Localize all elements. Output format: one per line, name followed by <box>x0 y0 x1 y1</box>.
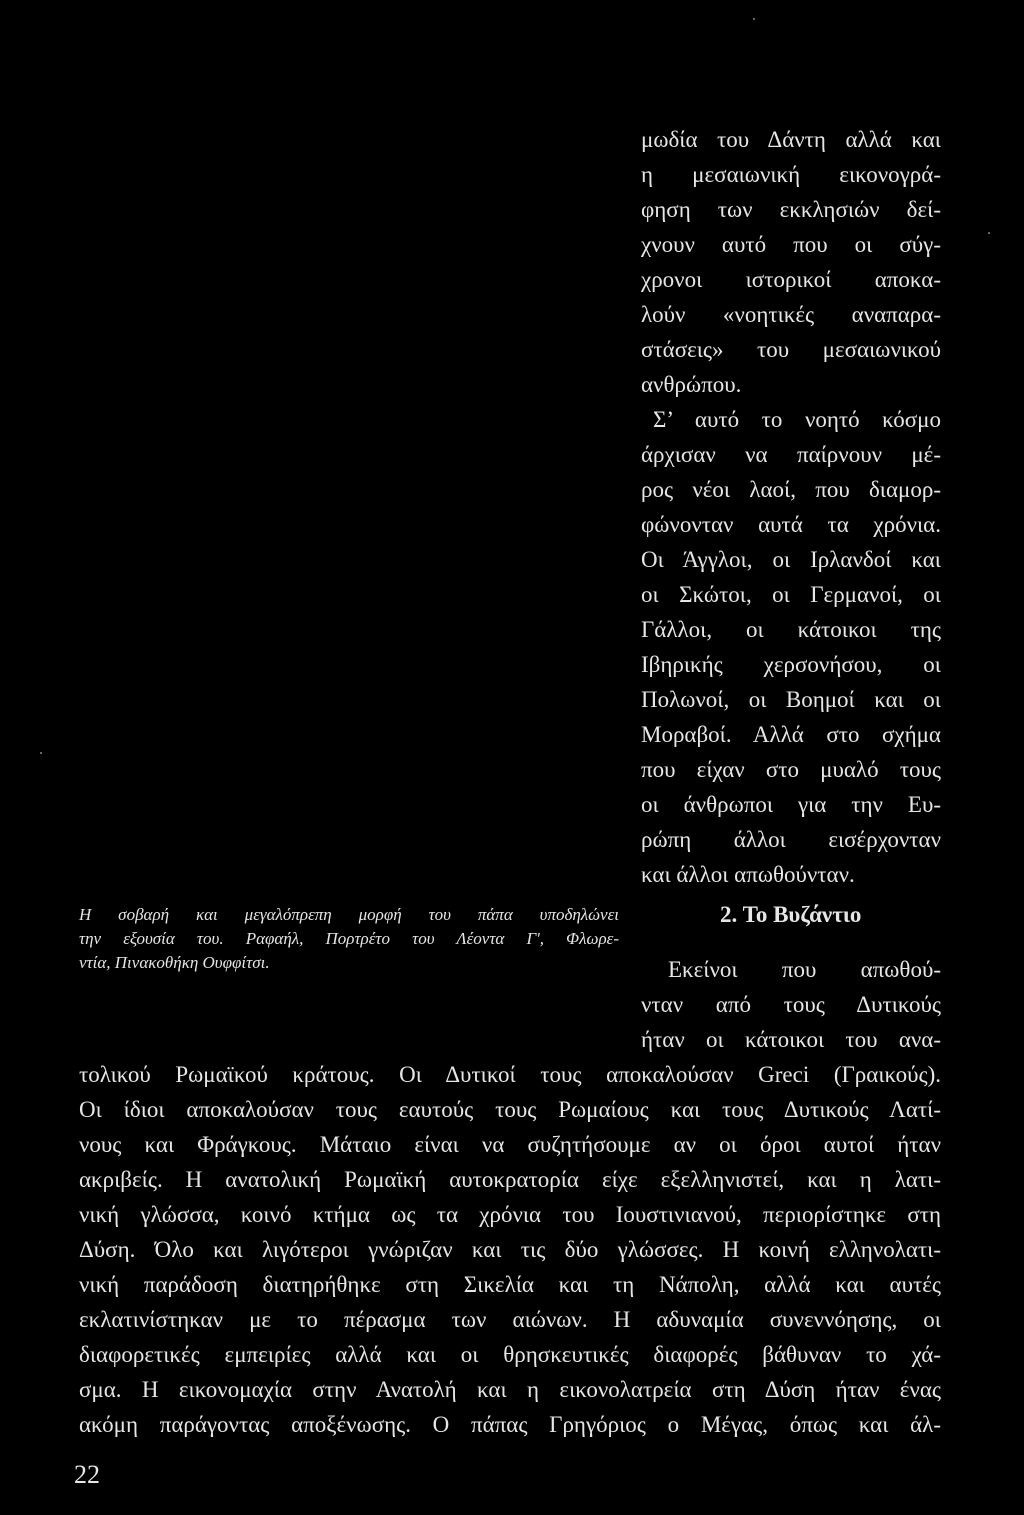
scan-speck <box>40 752 42 754</box>
scan-speck <box>988 232 990 234</box>
column-line: ρος νέοι λαοί, που διαμορ- <box>641 477 941 502</box>
column-line: η μεσαιωνική εικονογρά- <box>641 162 941 187</box>
body-line: σμα. Η εικονομαχία στην Ανατολή και η εικονολατρεία στη Δύση ήταν ένας <box>79 1377 941 1402</box>
body-line: νική γλώσσα, κοινό κτήμα ως τα χρόνια του Ιουστινιανού, περιορίστηκε στη <box>79 1202 941 1227</box>
body-line: εκλατινίστηκαν με το πέρασμα των αιώνων. Η αδυναμία συνεννόησης, οι <box>79 1307 941 1332</box>
column-line: χρονοι ιστορικοί αποκα- <box>641 267 941 292</box>
column-line: και άλλοι απωθούνταν. <box>641 862 855 887</box>
body-line: νική παράδοση διατηρήθηκε στη Σικελία και τη Νάπολη, αλλά και αυτές <box>79 1272 941 1297</box>
column-line: λούν «νοητικές αναπαρα- <box>641 302 941 327</box>
body-line: νους και Φράγκους. Μάταιο είναι να συζητήσουμε αν οι όροι αυτοί ήταν <box>79 1132 941 1157</box>
caption-line: ντία, Πινακοθήκη Ουφφίτσι. <box>79 953 270 972</box>
body-line: ακόμη παράγοντας αποξένωσης. Ο πάπας Γρηγόριος ο Μέγας, όπως και άλ- <box>79 1412 941 1437</box>
column-line: ήταν οι κάτοικοι του ανα- <box>641 1027 941 1052</box>
column-line: Οι Άγγλοι, οι Ιρλανδοί και <box>641 547 941 572</box>
column-line: Μοραβοί. Αλλά στο σχήμα <box>641 722 941 747</box>
section-heading: 2. Το Βυζάντιο <box>720 902 862 927</box>
column-line: νταν από τους Δυτικούς <box>641 992 941 1017</box>
caption-line: την εξουσία του. Ραφαήλ, Πορτρέτο του Λέοντα Γ', Φλωρε- <box>79 929 619 948</box>
column-line: χνουν αυτό που οι σύγ- <box>641 232 941 257</box>
body-line: Δύση. Όλο και λιγότεροι γνώριζαν και τις δύο γλώσσες. Η κοινή ελληνολατι- <box>79 1237 941 1262</box>
column-line: Γάλλοι, οι κάτοικοι της <box>641 617 941 642</box>
column-line: οι Σκώτοι, οι Γερμανοί, οι <box>641 582 941 607</box>
body-line: διαφορετικές εμπειρίες αλλά και οι θρησκευτικές διαφορές βάθυναν το χά- <box>79 1342 941 1367</box>
column-line: ανθρώπου. <box>641 372 742 397</box>
column-line: που είχαν στο μυαλό τους <box>641 757 941 782</box>
column-line: Πολωνοί, οι Βοημοί και οι <box>641 687 941 712</box>
body-line: ακριβείς. Η ανατολική Ρωμαϊκή αυτοκρατορία είχε εξελληνιστεί, και η λατι- <box>79 1167 941 1192</box>
column-line: φηση των εκκλησιών δεί- <box>641 197 941 222</box>
body-line: τολικού Ρωμαϊκού κράτους. Οι Δυτικοί τους αποκαλούσαν Greci (Γραικούς). <box>79 1062 941 1087</box>
column-line: οι άνθρωποι για την Ευ- <box>641 792 941 817</box>
column-line: ρώπη άλλοι εισέρχονταν <box>641 827 941 852</box>
column-line: Εκείνοι που απωθού- <box>668 957 941 982</box>
page-number: 22 <box>74 1460 100 1489</box>
column-line: φώνονταν αυτά τα χρόνια. <box>641 512 941 537</box>
scan-speck <box>753 18 755 20</box>
column-line: Σ’ αυτό το νοητό κόσμο <box>653 407 941 432</box>
body-line: Οι ίδιοι αποκαλούσαν τους εαυτούς τους Ρωμαίους και τους Δυτικούς Λατί- <box>79 1097 941 1122</box>
column-line: στάσεις» του μεσαιωνικού <box>641 337 941 362</box>
caption-line: Η σοβαρή και μεγαλόπρεπη μορφή του πάπα υποδηλώνει <box>79 905 619 924</box>
column-line: μωδία του Δάντη αλλά και <box>641 127 941 152</box>
column-line: Ιβηρικής χερσονήσου, οι <box>641 652 941 677</box>
column-line: άρχισαν να παίρνουν μέ- <box>641 442 941 467</box>
